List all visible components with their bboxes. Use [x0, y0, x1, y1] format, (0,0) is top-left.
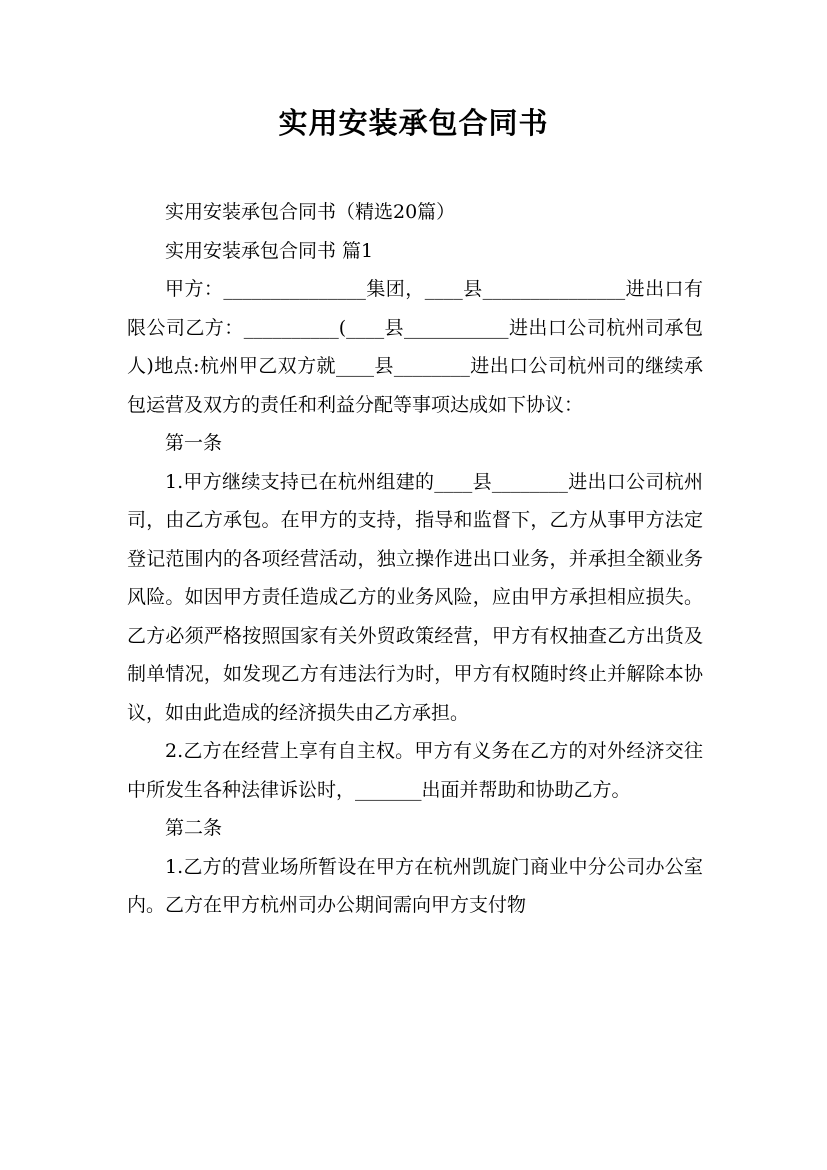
article-heading-2: 第二条	[165, 817, 223, 839]
paragraph-parties: 甲方：_______________集团，____县_______________进出口有限公司乙方：__________(____县___________进出口公司杭州司承包人)地点:杭州甲乙双方就____县________进出口公司杭州司的继续承包运营及双方的责任和利益分配等事项达成如下协议：	[127, 278, 703, 416]
paragraph-article-2-clause-1: 1.乙方的营业场所暂设在甲方在杭州凯旋门商业中分公司办公室内。乙方在甲方杭州司办公期间需向甲方支付物	[127, 855, 703, 916]
document-title: 实用安装承包合同书	[278, 106, 549, 140]
paragraph-subtitle: 实用安装承包合同书（精选20篇）	[165, 201, 456, 223]
paragraph-section-heading: 实用安装承包合同书 篇1	[165, 239, 374, 262]
article-heading-1: 第一条	[165, 432, 223, 454]
document-body	[127, 193, 703, 925]
paragraph-article-1-clause-2: 2.乙方在经营上享有自主权。甲方有义务在乙方的对外经济交往中所发生各种法律诉讼时，_______出面并帮助和协助乙方。	[127, 740, 703, 801]
paragraph-article-1-clause-1: 1.甲方继续支持已在杭州组建的____县________进出口公司杭州司，由乙方承包。在甲方的支持，指导和监督下，乙方从事甲方法定登记范围内的各项经营活动，独立操作进出口业务，并承担全额业务风险。如因甲方责任造成乙方的业务风险，应由甲方承担相应损失。乙方必须严格按照国家有关外贸政策经营，甲方有权抽查乙方出货及制单情况，如发现乙方有违法行为时，甲方有权随时终止并解除本协议，如由此造成的经济损失由乙方承担。	[127, 470, 703, 724]
